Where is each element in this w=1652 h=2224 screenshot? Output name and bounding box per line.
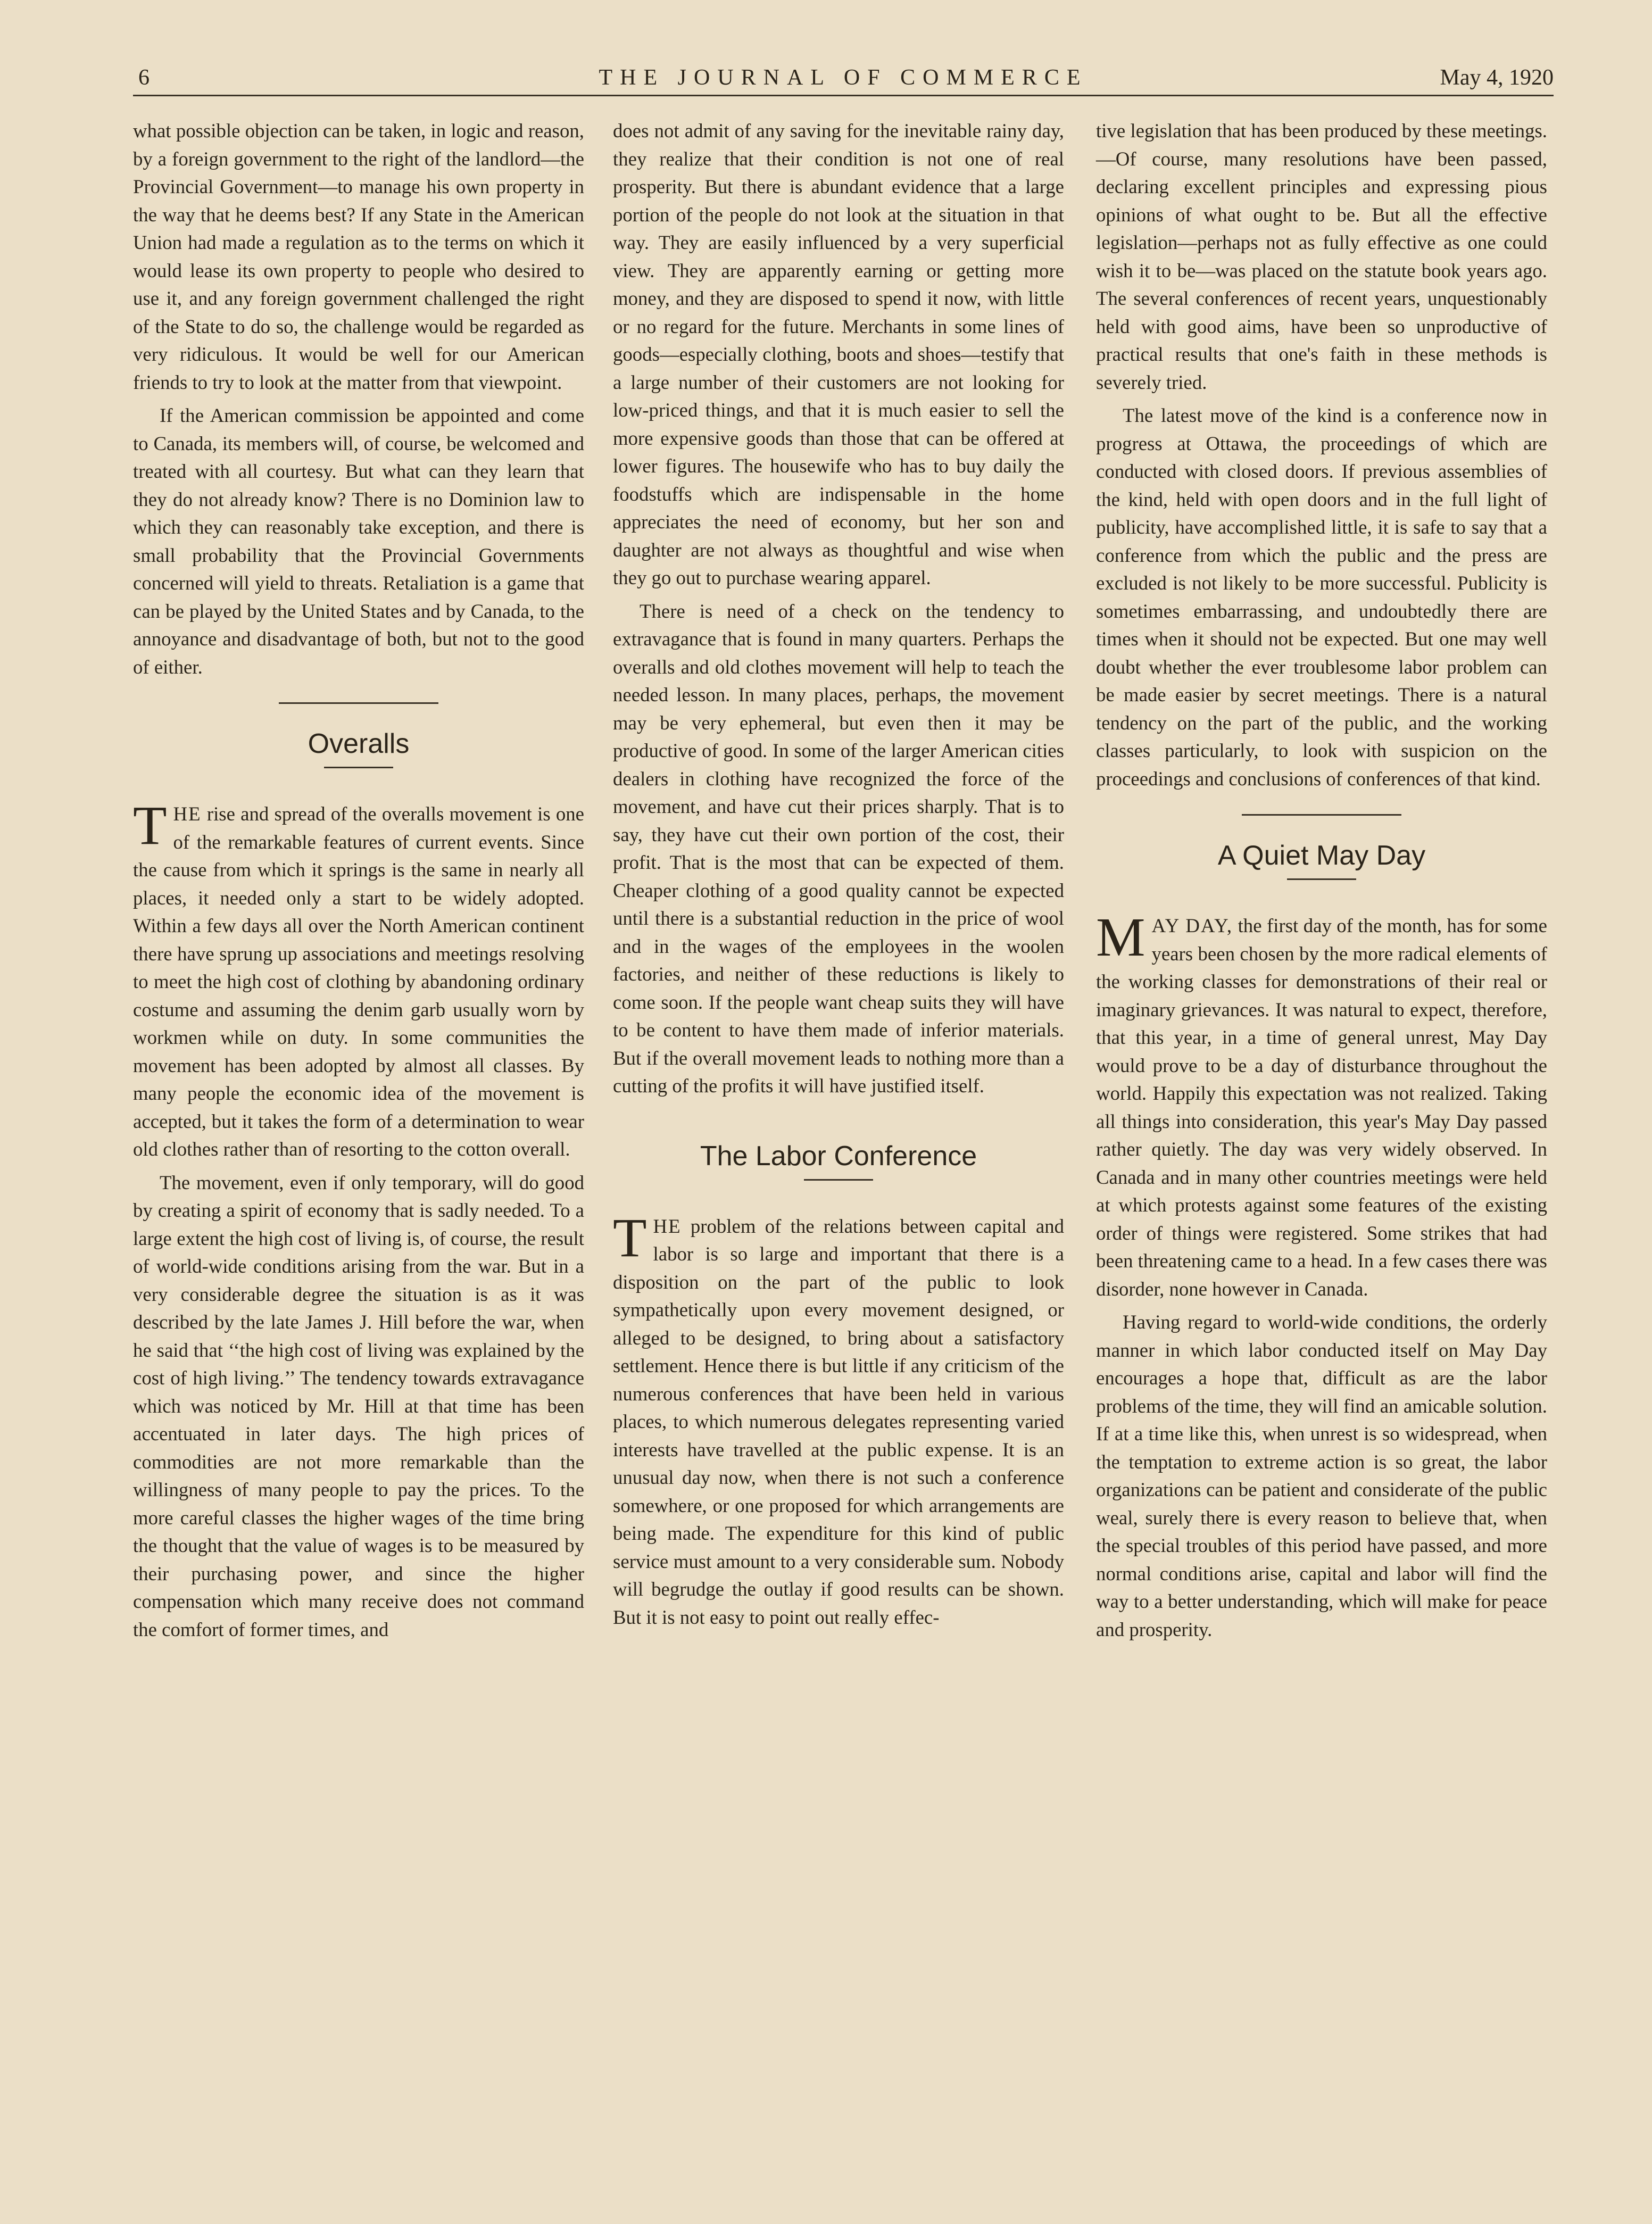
article-paragraph xyxy=(133,795,584,1164)
title-underline xyxy=(804,1179,873,1181)
lead-in: HE xyxy=(173,803,202,825)
article-title-may-day: A Quiet May Day xyxy=(1217,840,1426,871)
article-title-overalls: Overalls xyxy=(308,728,410,759)
journal-title: THE JOURNAL OF COMMERCE xyxy=(599,65,1088,90)
drop-cap: M xyxy=(1096,907,1145,968)
paragraph-text: rise and spread of the overalls movement is one of the remarkable features of current events. Since the cause from which it springs is the same in nearly all places, it needed only a start to be widely adopted. Within a few days all over the North American continent there have sprung up associations and meetings resolving to meet the high cost of clothing by abandoning ordinary costume and assuming the denim garb usually worn by workmen while on duty. In some communities the movement has been adopted by almost all classes. By many people the economic idea of the movement is accepted, but it takes the form of a determination to wear old clothes rather than of resorting to the cotton overall. xyxy=(133,803,584,1160)
page-header xyxy=(133,63,1554,96)
paragraph-text: the first day of the month, has for some years been chosen by the more radical elements of the working classes for demonstrations of their real or imaginary grievances. It was natural to expect, therefore, that this year, in a time of general unrest, May Day would prove to be a day of disturbance throughout the world. Happily this expectation was not realized. Taking all things into consideration, this year's May Day passed rather quietly. The day was very widely observed. In Canada and in many other countries meetings were held at which protests against some features of the existing order of things were registered. Some strikes that had been threatening came to a head. In a few cases there was disorder, none however in Canada. xyxy=(1096,915,1548,1300)
article-paragraph: does not admit of any saving for the inevitable rainy day, they realize that their condition is not one of real prosperity. But there is abundant evidence that a large portion of the people do not look at the situation in that way. They are easily influenced by a very superficial view. They are apparently earning or getting more money, and they are disposed to spend it now, with little or no regard for the future. Merchants in some lines of goods—especially clothing, boots and shoes—testify that a large number of their customers are not looking for low-priced things, and that it is much easier to sell the more expensive goods than those that can be offered at lower figures. The housewife who has to buy daily the foodstuffs which are indispensable in the home appreciates the need of economy, but her son and daughter are not always as thoughtful and wise when they go out to purchase wearing apparel. xyxy=(613,120,1064,588)
article-paragraph: The movement, even if only temporary, will do good by creating a spirit of economy that is sadly needed. To a large extent the high cost of living is, of course, the result of world-wide conditions arising from the war. But in a very considerable degree the situation is as it was described by the late James J. Hill before the war, when he said that ‘‘the high cost of living was explained by the cost of high living.’’ The tendency towards extravagance which was noticed by Mr. Hill at that time has been accentuated in later days. The high prices of commodities are not more remarkable than the willingness of many people to pay the prices. To the more careful classes the higher wages of the time bring the thought that the value of wages is to be measured by their purchasing power, and since the higher compensation which many receive does not command the comfort of former times, and xyxy=(133,1171,584,1640)
article-title-labor-conference: The Labor Conference xyxy=(700,1140,977,1172)
article-paragraph xyxy=(613,1207,1064,1632)
article-paragraph: There is need of a check on the tendency to extravagance that is found in many quarters. Perhaps the overalls and old clothes movement will help to teach the needed lesson. In many places, perhaps, the movement may be very ephemeral, but even then it may be productive of good. In some of the larger American cities dealers in clothing have recognized the force of the movement, and have cut their prices sharply. That is to say, they have cut their own portion of the cost, their profit. That is the most that can be expected of them. Cheaper clothing of a good quality cannot be expected until there is a substantial reduction in the price of wool and in the wages of the employees in the woolen factories, and neither of these reductions is likely to come soon. If the people want cheap suits they will have to be content to have them made of inferior materials. But if the overall movement leads to nothing more than a cutting of the profits it will have justified itself. xyxy=(613,600,1064,1097)
title-underline xyxy=(324,767,393,768)
page-number: 6 xyxy=(138,65,150,90)
issue-date: May 4, 1920 xyxy=(1440,65,1554,90)
drop-cap: T xyxy=(613,1207,647,1268)
article-paragraph: tive legislation that has been produced by these meetings.—Of course, many resolutions have been passed, declaring excellent principles and expressing pious opinions of what ought to be. But all the effective legislation—perhaps not as fully effective as one could wish it to be—was placed on the statute book years ago. The several conferences of recent years, unquestionably held with good aims, have been so unproductive of practical results that one's faith in these methods is severely tried. xyxy=(1096,120,1547,393)
drop-cap: T xyxy=(133,795,167,856)
column-2 xyxy=(613,117,1064,1637)
lead-in: HE xyxy=(653,1215,682,1237)
article-paragraph: what possible objection can be taken, in logic and reason, by a foreign government to the right of the landlord—the Provincial Government—to manage his own property in the way that he deems best? If any State in the American Union had made a regulation as to the terms on which it would lease its own property to people who desired to use it, and any foreign government challenged the right of the State to do so, the challenge would be regarded as very ridiculous. It would be well for our American friends to try to look at the matter from that viewpoint. xyxy=(133,120,584,393)
title-underline xyxy=(1287,878,1356,880)
section-divider xyxy=(279,702,438,704)
column-1 xyxy=(133,117,584,1649)
article-paragraph xyxy=(1096,907,1548,1303)
section-divider xyxy=(1242,814,1401,816)
lead-in: AY DAY, xyxy=(1151,915,1233,936)
article-paragraph: The latest move of the kind is a conference now in progress at Ottawa, the proceedings of which are conducted with closed doors. If previous assemblies of the kind, held with open doors and in the full light of publicity, have accomplished little, it is safe to say that a conference from which the public and the press are excluded is not likely to be more successful. Publicity is sometimes embarrassing, and undoubtedly there are times when it should not be expected. But one may well doubt whether the ever troublesome labor problem can be made easier by secret meetings. There is a natural tendency on the part of the public, and the working classes particularly, to look with suspicion on the proceedings and conclusions of conferences of that kind. xyxy=(1096,404,1547,790)
article-paragraph: Having regard to world-wide conditions, the orderly manner in which labor conducted itself on May Day encourages a hope that, difficult as are the labor problems of the time, they will find an amicable solution. If at a time like this, when unrest is so widespread, when the temptation to extreme action is so great, the labor organizations can be patient and considerate of the public weal, surely there is every reason to believe that, when the special troubles of this period have passed, and more normal conditions arise, capital and labor will find the way to a better understanding, which will make for peace and prosperity. xyxy=(1096,1311,1547,1640)
article-paragraph: If the American commission be appointed and come to Canada, its members will, of course, be welcomed and treated with all courtesy. But what can they learn that they do not already know? There is no Dominion law to which they can reasonably take exception, and there is small probability that the Provincial Governments concerned will yield to threats. Retaliation is a game that can be played by the United States and by Canada, to the annoyance and disadvantage of both, but not to the good of either. xyxy=(133,404,584,678)
paragraph-text: problem of the relations between capital and labor is so large and important that there is a disposition on the part of the public to look sympathetically upon every movement designed, or alleged to be designed, to bring about a satisfactory settlement. Hence there is but little if any criticism of the numerous conferences that have been held in various places, to which numerous delegates representing varied interests have travelled at the public expense. It is an unusual day now, when there is not such a conference somewhere, or one proposed for which arrangements are being made. The expenditure for this kind of public service must amount to a very considerable sum. Nobody will begrudge the outlay if good results can be shown. But it is not easy to point out really effec- xyxy=(613,1215,1064,1628)
column-3 xyxy=(1096,117,1547,1649)
